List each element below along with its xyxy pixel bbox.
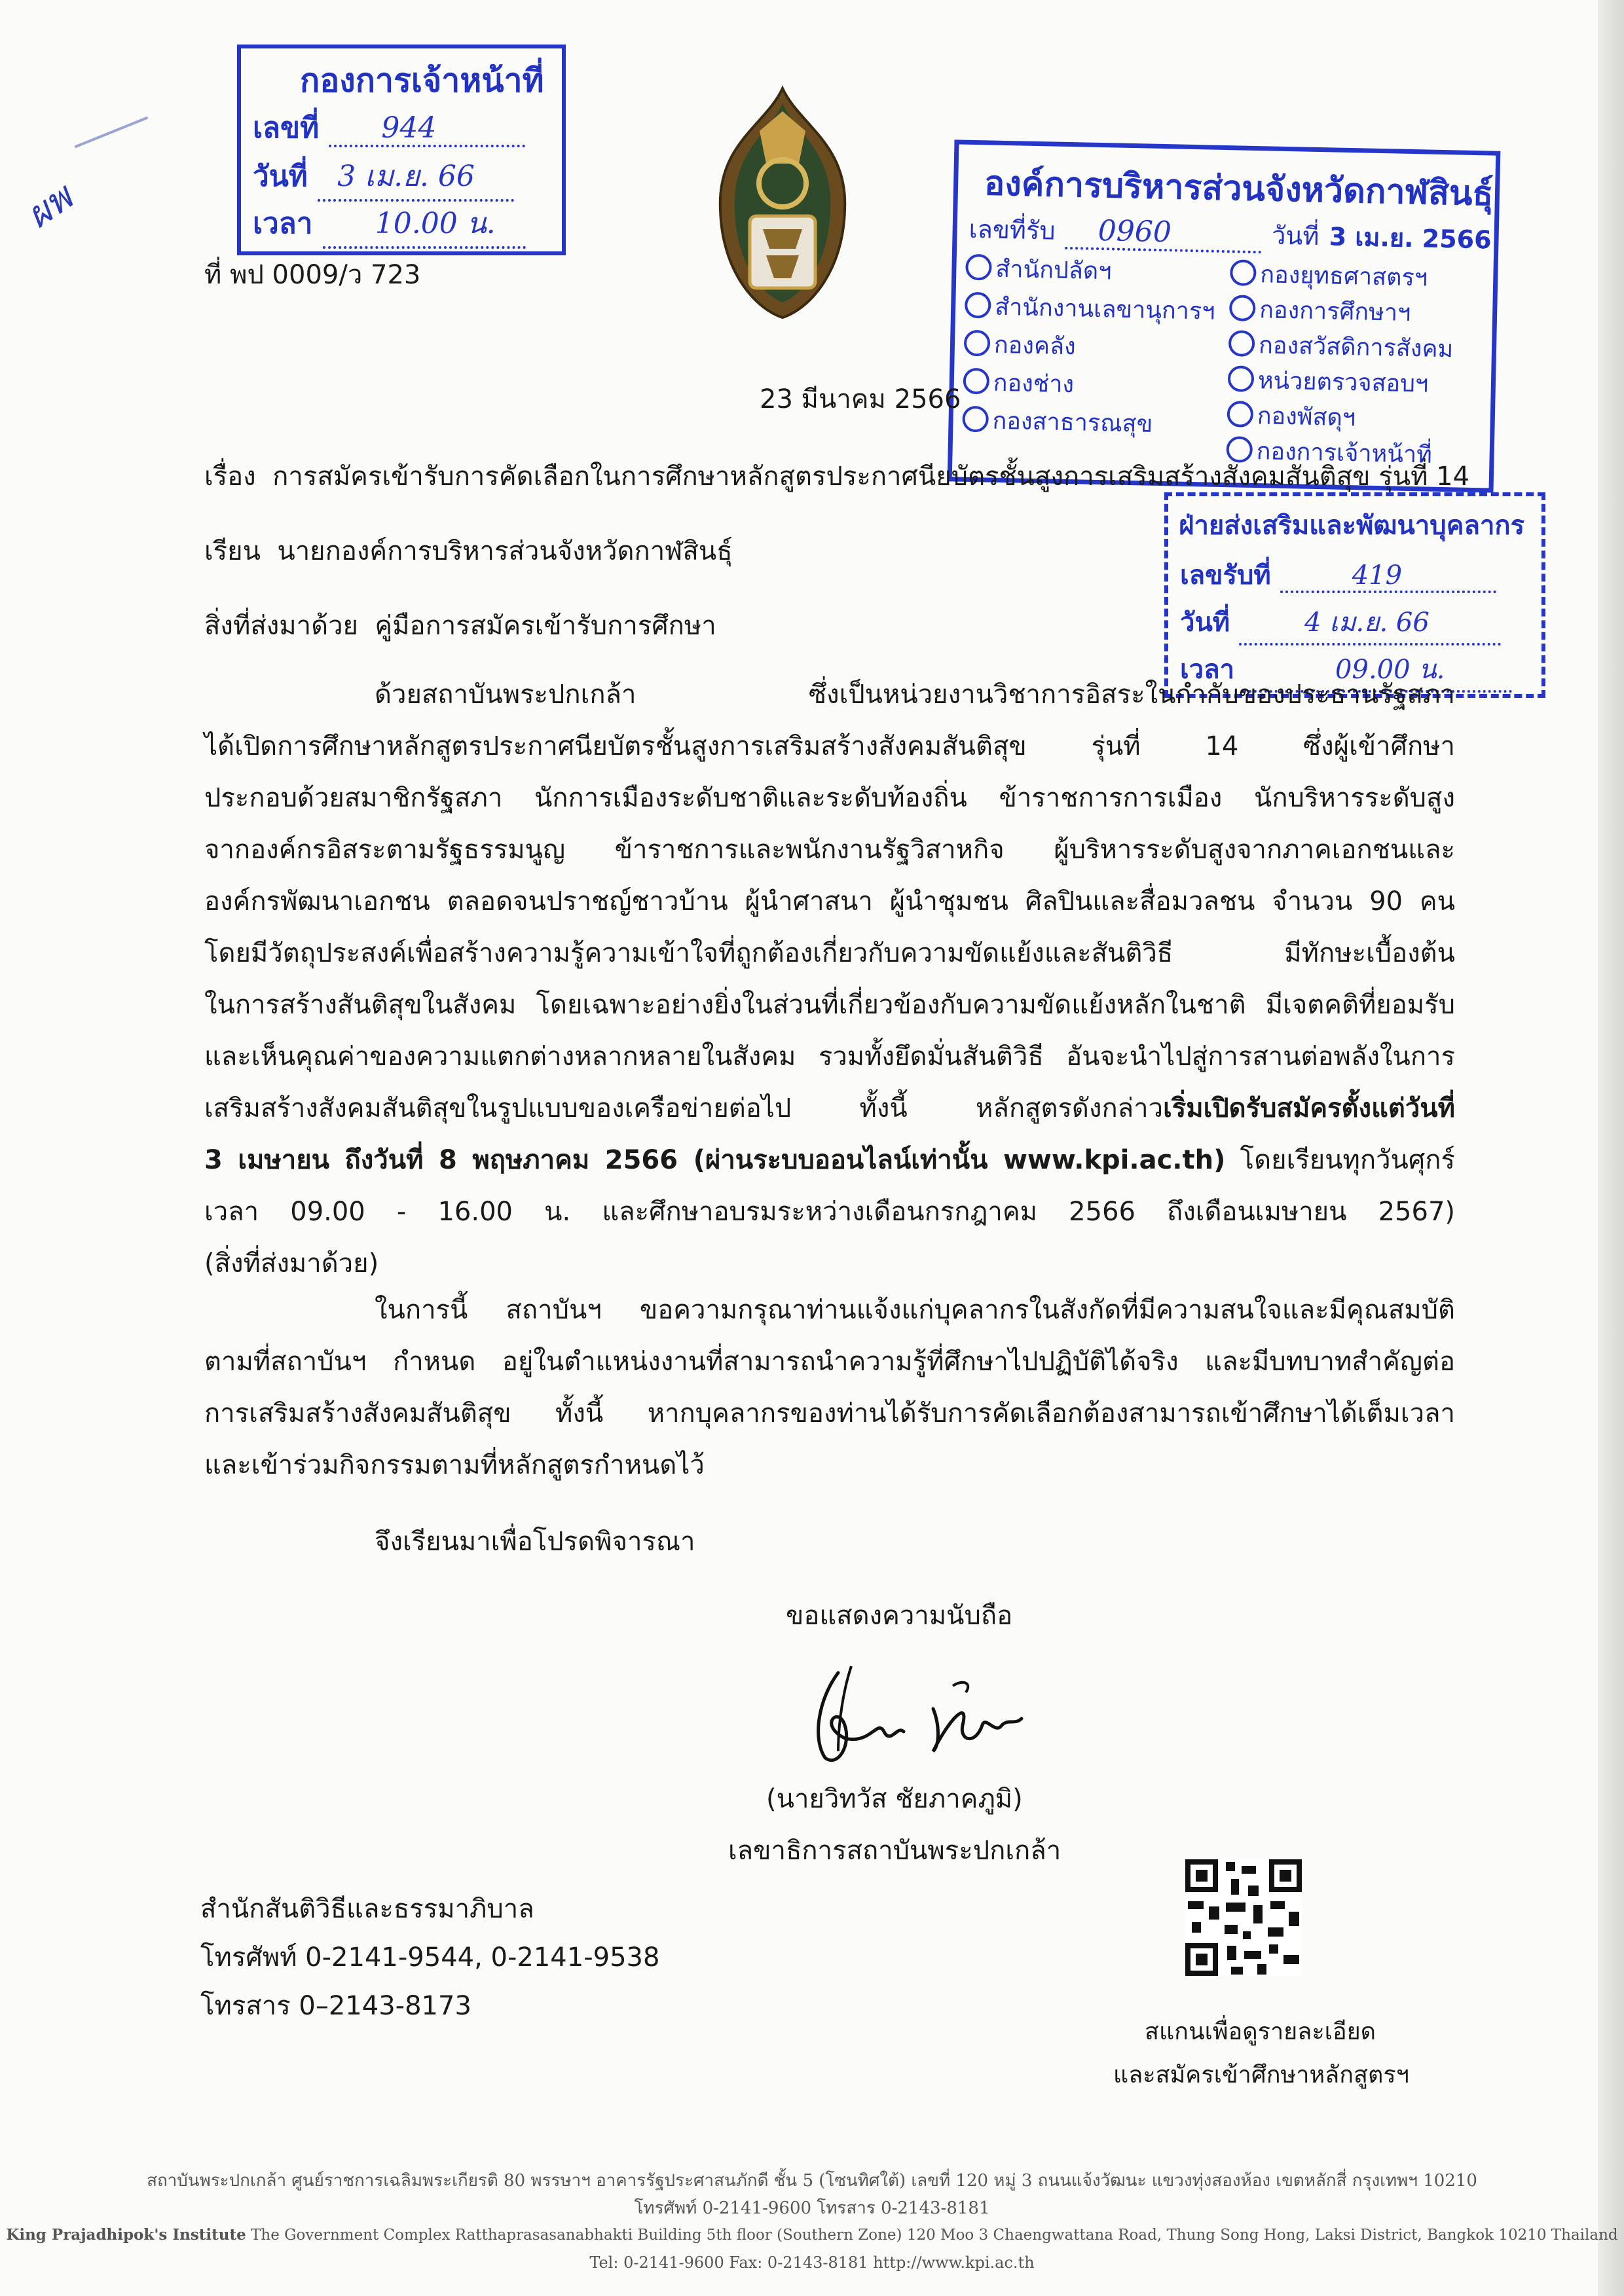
subject-text: การสมัครเข้ารับการคัดเลือกในการศึกษาหลักสูตรประกาศนียบัตรชั้นสูงการเสริมสร้างสังคมสันติสุข รุ่นที่ 14 [272, 462, 1470, 492]
pao-opt-left-3: กองช่าง [963, 363, 1074, 403]
pao-stamp-recv-label: เลขที่รับ [969, 214, 1056, 246]
hr-stamp-date-row [1180, 601, 1501, 646]
secretary-stamp-time-value: 10.00 น. [375, 207, 496, 240]
footer-en-address: The Government Complex Ratthaprasasanabhakti Building 5th floor (Southern Zone) 120 Moo 3 Chaengwattana Road, Thung Song Hong, Laksi District, Bangkok 10210 Thailand [251, 2227, 1618, 2244]
secretary-stamp-title: กองการเจ้าหน้าที่ [300, 62, 544, 100]
para1-line-11: เวลา 09.00 - 16.00 น. และศึกษาอบรมระหว่างเดือนกรกฎาคม 2566 ถึงเดือนเมษายน 2567) [204, 1197, 1455, 1227]
secretary-stamp [237, 45, 566, 255]
secretary-stamp-no-label: เลขที่ [253, 111, 320, 145]
secretary-stamp-time-label: เวลา [253, 207, 313, 240]
hr-stamp-date-label: วันที่ [1180, 608, 1230, 638]
pao-opt-right-3: หน่วยตรวจสอบฯ [1227, 361, 1428, 402]
hr-stamp-date-value: 4 เม.ย. 66 [1304, 608, 1430, 638]
para1-line-12: (สิ่งที่ส่งมาด้วย) [204, 1248, 379, 1279]
para1-line-1: ด้วยสถาบันพระปกเกล้า ซึ่งเป็นหน่วยงานวิชาการอิสระในกำกับของประธานรัฐสภา [375, 680, 1455, 710]
hr-stamp-recv-row [1180, 554, 1496, 596]
subject-line [204, 464, 1469, 490]
secretary-stamp-date-value: 3 เม.ย. 66 [337, 160, 475, 193]
pao-opt-left-0: สำนักปลัดฯ [965, 249, 1112, 290]
para1-line-5: องค์กรพัฒนาเอกชน ตลอดจนปราชญ์ชาวบ้าน ผู้นำศาสนา ผู้นำชุมชน ศิลปินและสื่อมวลชน จำนวน 90 คน [204, 886, 1455, 917]
document-number: ที่ พป 0009/ว 723 [204, 260, 421, 290]
signer-name: (นายวิทวัส ชัยภาคภูมิ) [766, 1784, 1023, 1814]
qr-code [1185, 1859, 1302, 1976]
pao-stamp-title: องค์การบริหารส่วนจังหวัดกาฬสินธุ์ [984, 164, 1494, 214]
para1-line-4: จากองค์กรอิสระตามรัฐธรรมนูญ ข้าราชการและพนักงานรัฐวิสาหกิจ ผู้บริหารระดับสูงจากภาคเอกชนและ [204, 835, 1455, 865]
pao-checkbox-icon [1228, 330, 1255, 357]
footer-en-line-2: Tel: 0-2141-9600 Fax: 0-2143-8181 http://www.kpi.ac.th [589, 2253, 1035, 2272]
pao-checkbox-icon [962, 406, 989, 433]
recipient-line [204, 538, 733, 564]
pao-stamp-recv-value: 0960 [1098, 213, 1172, 249]
para2-line-3: การเสริมสร้างสังคมสันติสุข ทั้งนี้ หากบุคลากรของท่านได้รับการคัดเลือกต้องสามารถเข้าศึกษาได้เต็มเวลา [204, 1398, 1455, 1429]
pao-opt-right-1: กองการศึกษาฯ [1229, 290, 1411, 331]
footer-th-line-2: โทรศัพท์ 0-2141-9600 โทรสาร 0-2143-8181 [634, 2198, 990, 2218]
pao-stamp-date-label: วันที่ [1271, 221, 1320, 251]
letter-date: 23 มีนาคม 2566 [760, 384, 961, 414]
margin-note: ผพ [18, 175, 81, 237]
contact-fax: โทรสาร 0–2143-8173 [200, 1991, 471, 2021]
pao-checkbox-icon [1227, 401, 1253, 428]
subject-label: เรื่อง [204, 462, 256, 492]
pao-checkbox-icon [965, 292, 991, 319]
pao-stamp [948, 139, 1501, 492]
closing-request: จึงเรียนมาเพื่อโปรดพิจารณา [375, 1527, 695, 1557]
pao-checkbox-icon [1226, 436, 1253, 463]
para2-line-2: ตามที่สถาบันฯ กำหนด อยู่ในตำแหน่งงานที่สามารถนำความรู้ที่ศึกษาไปปฏิบัติได้จริง และมีบทบาทสำคัญต่อ [204, 1347, 1455, 1377]
hr-stamp-title: ฝ่ายส่งเสริมและพัฒนาบุคลากร [1179, 511, 1525, 541]
para1-line-6: โดยมีวัตถุประสงค์เพื่อสร้างความรู้ความเข้าใจที่ถูกต้องเกี่ยวกับความขัดแย้งและสันติวิธี มีทักษะเบื้องต้น [204, 938, 1455, 968]
qr-caption-1: สแกนเพื่อดูรายละเอียด [1145, 2018, 1376, 2045]
hr-stamp-time-label: เวลา [1180, 655, 1235, 685]
pao-checkbox-icon [1230, 259, 1257, 286]
pao-opt-right-0: กองยุทธศาสตรฯ [1230, 255, 1428, 296]
secretary-stamp-no-value: 944 [381, 111, 437, 145]
pao-checkbox-icon [1228, 365, 1255, 392]
para1-line-3: ประกอบด้วยสมาชิกรัฐสภา นักการเมืองระดับชาติและระดับท้องถิ่น ข้าราชการการเมือง นักบริหารระดับสูง [204, 783, 1455, 813]
pao-opt-left-4: กองสาธารณสุข [962, 401, 1153, 443]
secretary-stamp-no-row [253, 105, 525, 151]
enclosure-label: สิ่งที่ส่งมาด้วย [204, 611, 358, 641]
para1-line-8: และเห็นคุณค่าของความแตกต่างหลากหลายในสังคม รวมทั้งยึดมั่นสันติวิธี อันจะนำไปสู่การสานต่อพลังในการ [204, 1042, 1455, 1072]
pao-checkbox-icon [963, 368, 989, 395]
contact-office: สำนักสันติวิธีและธรรมาภิบาล [200, 1894, 534, 1924]
footer-en-line-1 [0, 2226, 1624, 2244]
hr-stamp [1164, 492, 1545, 698]
contact-phone: โทรศัพท์ 0-2141-9544, 0-2141-9538 [200, 1942, 660, 1973]
signature [799, 1647, 1035, 1777]
signer-position: เลขาธิการสถาบันพระปกเกล้า [728, 1836, 1061, 1866]
pao-opt-right-2: กองสวัสดิการสังคม [1228, 325, 1454, 367]
para1-line-2: ได้เปิดการศึกษาหลักสูตรประกาศนียบัตรชั้นสูงการเสริมสร้างสังคมสันติสุข รุ่นที่ 14 ซึ่งผู้เข้าศึกษา [204, 731, 1455, 761]
enclosure-line [204, 613, 716, 639]
enclosure-text: คู่มือการสมัครเข้ารับการศึกษา [375, 611, 716, 641]
hr-stamp-recv-value: 419 [1352, 560, 1403, 591]
qr-caption-2: และสมัครเข้าศึกษาหลักสูตรฯ [1113, 2062, 1409, 2088]
para2-line-1: ในการนี้ สถาบันฯ ขอความกรุณาท่านแจ้งแก่บุคลากรในสังกัดที่มีความสนใจและมีคุณสมบัติ [375, 1295, 1455, 1325]
secretary-stamp-date-row [253, 153, 514, 202]
pao-opt-right-4: กองพัสดุฯ [1227, 396, 1356, 436]
hr-stamp-time-value: 09.00 น. [1335, 655, 1445, 685]
footer-en-name: King Prajadhipok's Institute [6, 2226, 246, 2244]
hr-stamp-recv-label: เลขรับที่ [1180, 560, 1271, 591]
para1-line-9: เสริมสร้างสังคมสันติสุขในรูปแบบของเครือข่ายต่อไป ทั้งนี้ หลักสูตรดังกล่าวเริ่มเปิดรับสมัครตั้งแต่วันที่ [204, 1093, 1455, 1123]
secretary-stamp-date-label: วันที่ [253, 160, 308, 193]
pao-opt-left-2: กองคลัง [963, 325, 1076, 365]
pao-checkbox-icon [964, 330, 991, 357]
body-paragraph-1 [204, 669, 1455, 1290]
pen-mark [75, 117, 149, 149]
recipient-text: นายกองค์การบริหารส่วนจังหวัดกาฬสินธุ์ [277, 536, 733, 566]
footer-th-line-1: สถาบันพระปกเกล้า ศูนย์ราชการเฉลิมพระเกียรติ 80 พรรษาฯ อาคารรัฐประศาสนภักดี ชั้น 5 (โซนทิศใต้) เลขที่ 120 หมู่ 3 ถนนแจ้งวัฒนะ แขวงทุ่งสองห้อง เขตหลักสี่ กรุงเทพฯ 10210 [147, 2171, 1477, 2191]
kpi-emblem [714, 85, 851, 321]
recipient-label: เรียน [204, 536, 261, 566]
salutation: ขอแสดงความนับถือ [786, 1601, 1013, 1631]
para1-line-7: ในการสร้างสันติสุขในสังคม โดยเฉพาะอย่างยิ่งในส่วนที่เกี่ยวข้องกับความขัดแย้งหลักในชาติ มีเจตคติที่ยอมรับ [204, 990, 1455, 1020]
para1-line-10: 3 เมษายน ถึงวันที่ 8 พฤษภาคม 2566 (ผ่านระบบออนไลน์เท่านั้น www.kpi.ac.th) โดยเรียนทุกวันศุกร์ [204, 1145, 1455, 1175]
secretary-stamp-time-row [253, 200, 526, 249]
page-edge [1598, 0, 1624, 2296]
pao-checkbox-icon [965, 254, 992, 281]
pao-stamp-date-value: 3 เม.ย. 2566 [1329, 222, 1492, 255]
pao-checkbox-icon [1229, 295, 1256, 321]
body-paragraph-2 [204, 1285, 1455, 1491]
pao-opt-left-1: สำนักงานเลขานุการฯ [965, 287, 1215, 330]
pao-opt-right-5: กองการเจ้าหน้าที่ [1226, 431, 1432, 473]
para2-line-4: และเข้าร่วมกิจกรรมตามที่หลักสูตรกำหนดไว้ [204, 1450, 705, 1480]
